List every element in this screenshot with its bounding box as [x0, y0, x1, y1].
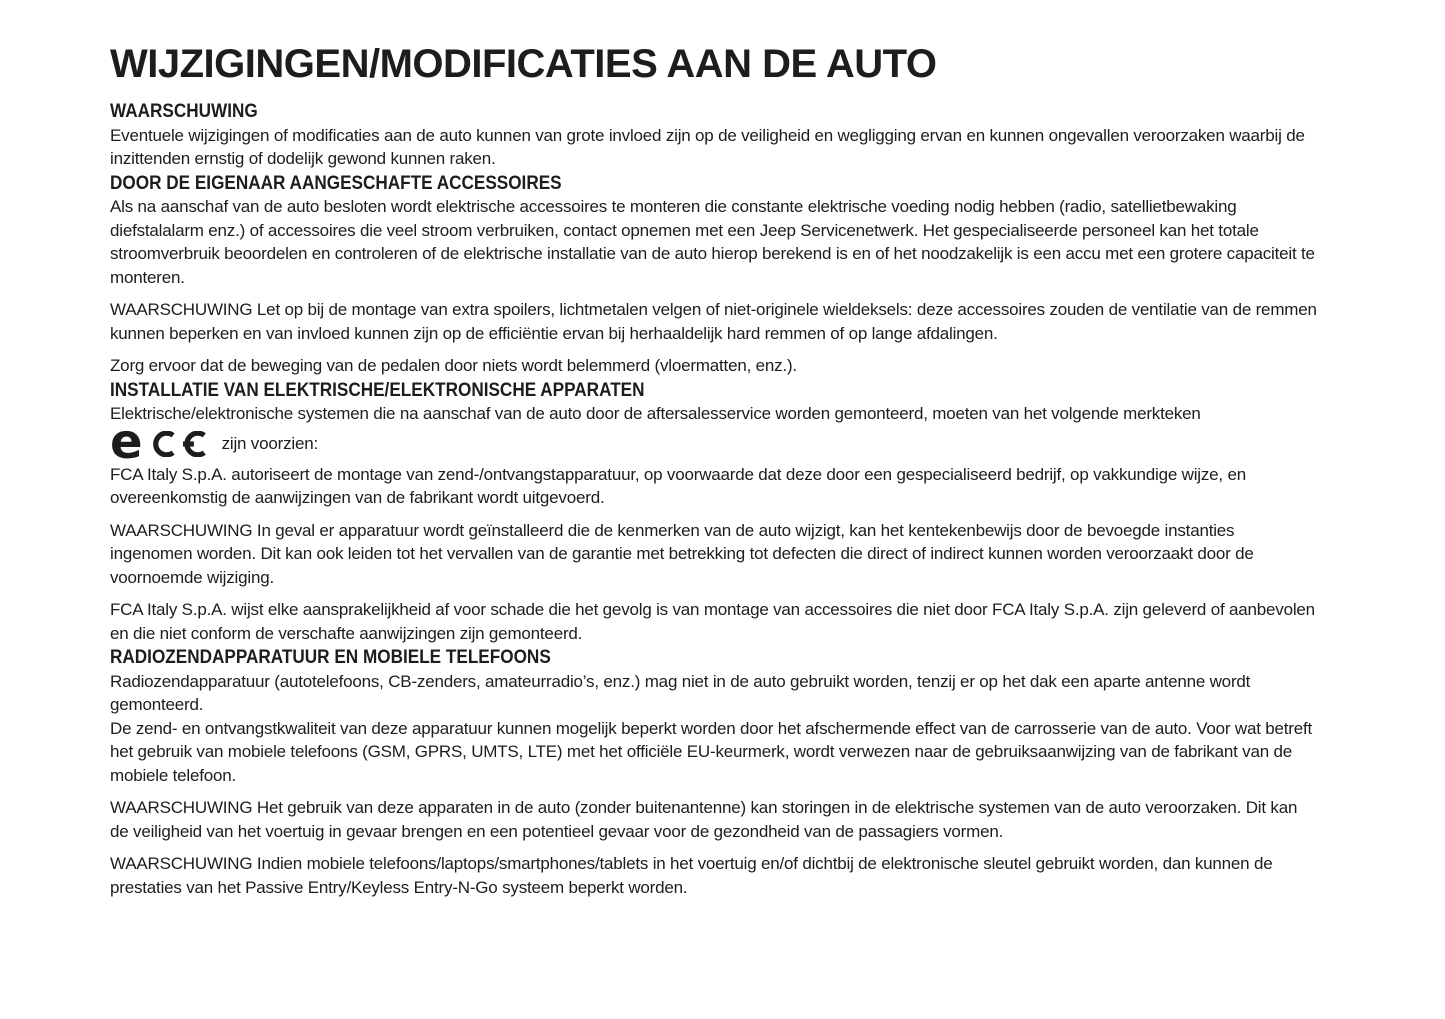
manual-page: [110, 44, 1320, 899]
section-radiozendapparatuur: [110, 646, 1320, 899]
paragraph: Zorg ervoor dat de beweging van de pedalen door niets wordt belemmerd (vloermatten, enz.).: [110, 356, 797, 375]
paragraph: Radiozendapparatuur (autotelefoons, CB-zenders, amateurradio’s, enz.) mag niet in de auto gebruikt worden, tenzij er op het dak een aparte antenne wordt gemonteerd.: [110, 671, 1251, 714]
paragraph: FCA Italy S.p.A. wijst elke aansprakelijkheid af voor schade die het gevolg is van montage van accessoires die niet door FCA Italy S.p.A. zijn geleverd of aanbevolen en die niet conform de verschafte aanwijzingen zijn gemonteerd.: [110, 600, 1315, 643]
paragraph: Eventuele wijzigingen of modificaties aan de auto kunnen van grote invloed zijn op de veiligheid en wegligging ervan en kunnen ongevallen veroorzaken waarbij de inzittenden ernstig of dodelijk gewond kunnen raken.: [110, 125, 1305, 168]
warning-paragraph: WAARSCHUWING Het gebruik van deze apparaten in de auto (zonder buitenantenne) kan storingen in de elektrische systemen van de auto veroorzaken. Dit kan de veiligheid van het voertuig in gevaar brengen en een potentieel gevaar voor de gezondheid van de passagiers vormen.: [110, 798, 1298, 841]
section-accessoires: [110, 172, 1320, 378]
marks-suffix-text: zijn voorzien:: [221, 434, 318, 453]
warning-paragraph: WAARSCHUWING In geval er apparatuur wordt geïnstalleerd die de kenmerken van de auto wijzigt, kan het kentekenbewijs door de bevoegde instanties ingenomen worden. Dit kan ook leiden tot het vervallen van de garantie met betrekking tot defecten die direct of indirect kunnen worden veroorzaakt door de voornoemde wijziging.: [110, 520, 1254, 587]
section-heading: WAARSCHUWING: [110, 100, 258, 122]
page-title: WIJZIGINGEN/MODIFICATIES AAN DE AUTO: [110, 42, 937, 86]
paragraph: De zend- en ontvangstkwaliteit van deze apparatuur kunnen mogelijk beperkt worden door het afschermende effect van de carrosserie van de auto. Voor wat betreft het gebruik van mobiele telefoons (GSM, GPRS, UMTS, LTE) met het officiële EU-keurmerk, wordt verwezen naar de gebruiksaanwijzing van de fabrikant van de mobiele telefoon.: [110, 718, 1313, 785]
approval-marks-line: [110, 414, 1320, 470]
paragraph: Elektrische/elektronische systemen die na aanschaf van de auto door de aftersalesservice worden gemonteerd, moeten van het volgende merkteken: [110, 404, 1201, 423]
ece-homologation-mark-icon: e: [110, 414, 143, 470]
warning-paragraph: WAARSCHUWING Let op bij de montage van extra spoilers, lichtmetalen velgen of niet-originele wieldeksels: deze accessoires zouden de ventilatie van de remmen kunnen beperken en van invloed kunnen zijn op de efficiëntie ervan bij herhaaldelijk hard remmen of op lange afdalingen.: [110, 300, 1317, 343]
section-heading: INSTALLATIE VAN ELEKTRISCHE/ELEKTRONISCHE APPARATEN: [110, 378, 645, 401]
ce-mark-icon: [150, 431, 210, 457]
warning-paragraph: WAARSCHUWING Indien mobiele telefoons/laptops/smartphones/tablets in het voertuig en/of dichtbij de elektronische sleutel gebruikt worden, dan kunnen de prestaties van het Passive Entry/Keyless Entry-N-Go systeem beperkt worden.: [110, 854, 1273, 897]
paragraph: FCA Italy S.p.A. autoriseert de montage van zend-/ontvangstapparatuur, op voorwaarde dat deze door een gespecialiseerd bedrijf, op vakkundige wijze, en overeenkomstig de aanwijzingen van de fabrikant wordt uitgevoerd.: [110, 464, 1246, 507]
section-heading: RADIOZENDAPPARATUUR EN MOBIELE TELEFOONS: [110, 646, 551, 668]
section-installatie-apparaten: [110, 379, 1320, 646]
section-waarschuwing: [110, 100, 1320, 171]
section-heading: DOOR DE EIGENAAR AANGESCHAFTE ACCESSOIRES: [110, 171, 562, 194]
paragraph: Als na aanschaf van de auto besloten wordt elektrische accessoires te monteren die constante elektrische voeding nodig hebben (radio, satellietbewaking diefstalalarm enz.) of accessoires die veel stroom verbruiken, contact opnemen met een Jeep Servicenetwerk. Het gespecialiseerde personeel kan het totale stroomverbruik beoordelen en controleren of de elektrische installatie van de auto hierop berekend is en of het noodzakelijk is een accu met een grotere capaciteit te monteren.: [110, 197, 1315, 287]
